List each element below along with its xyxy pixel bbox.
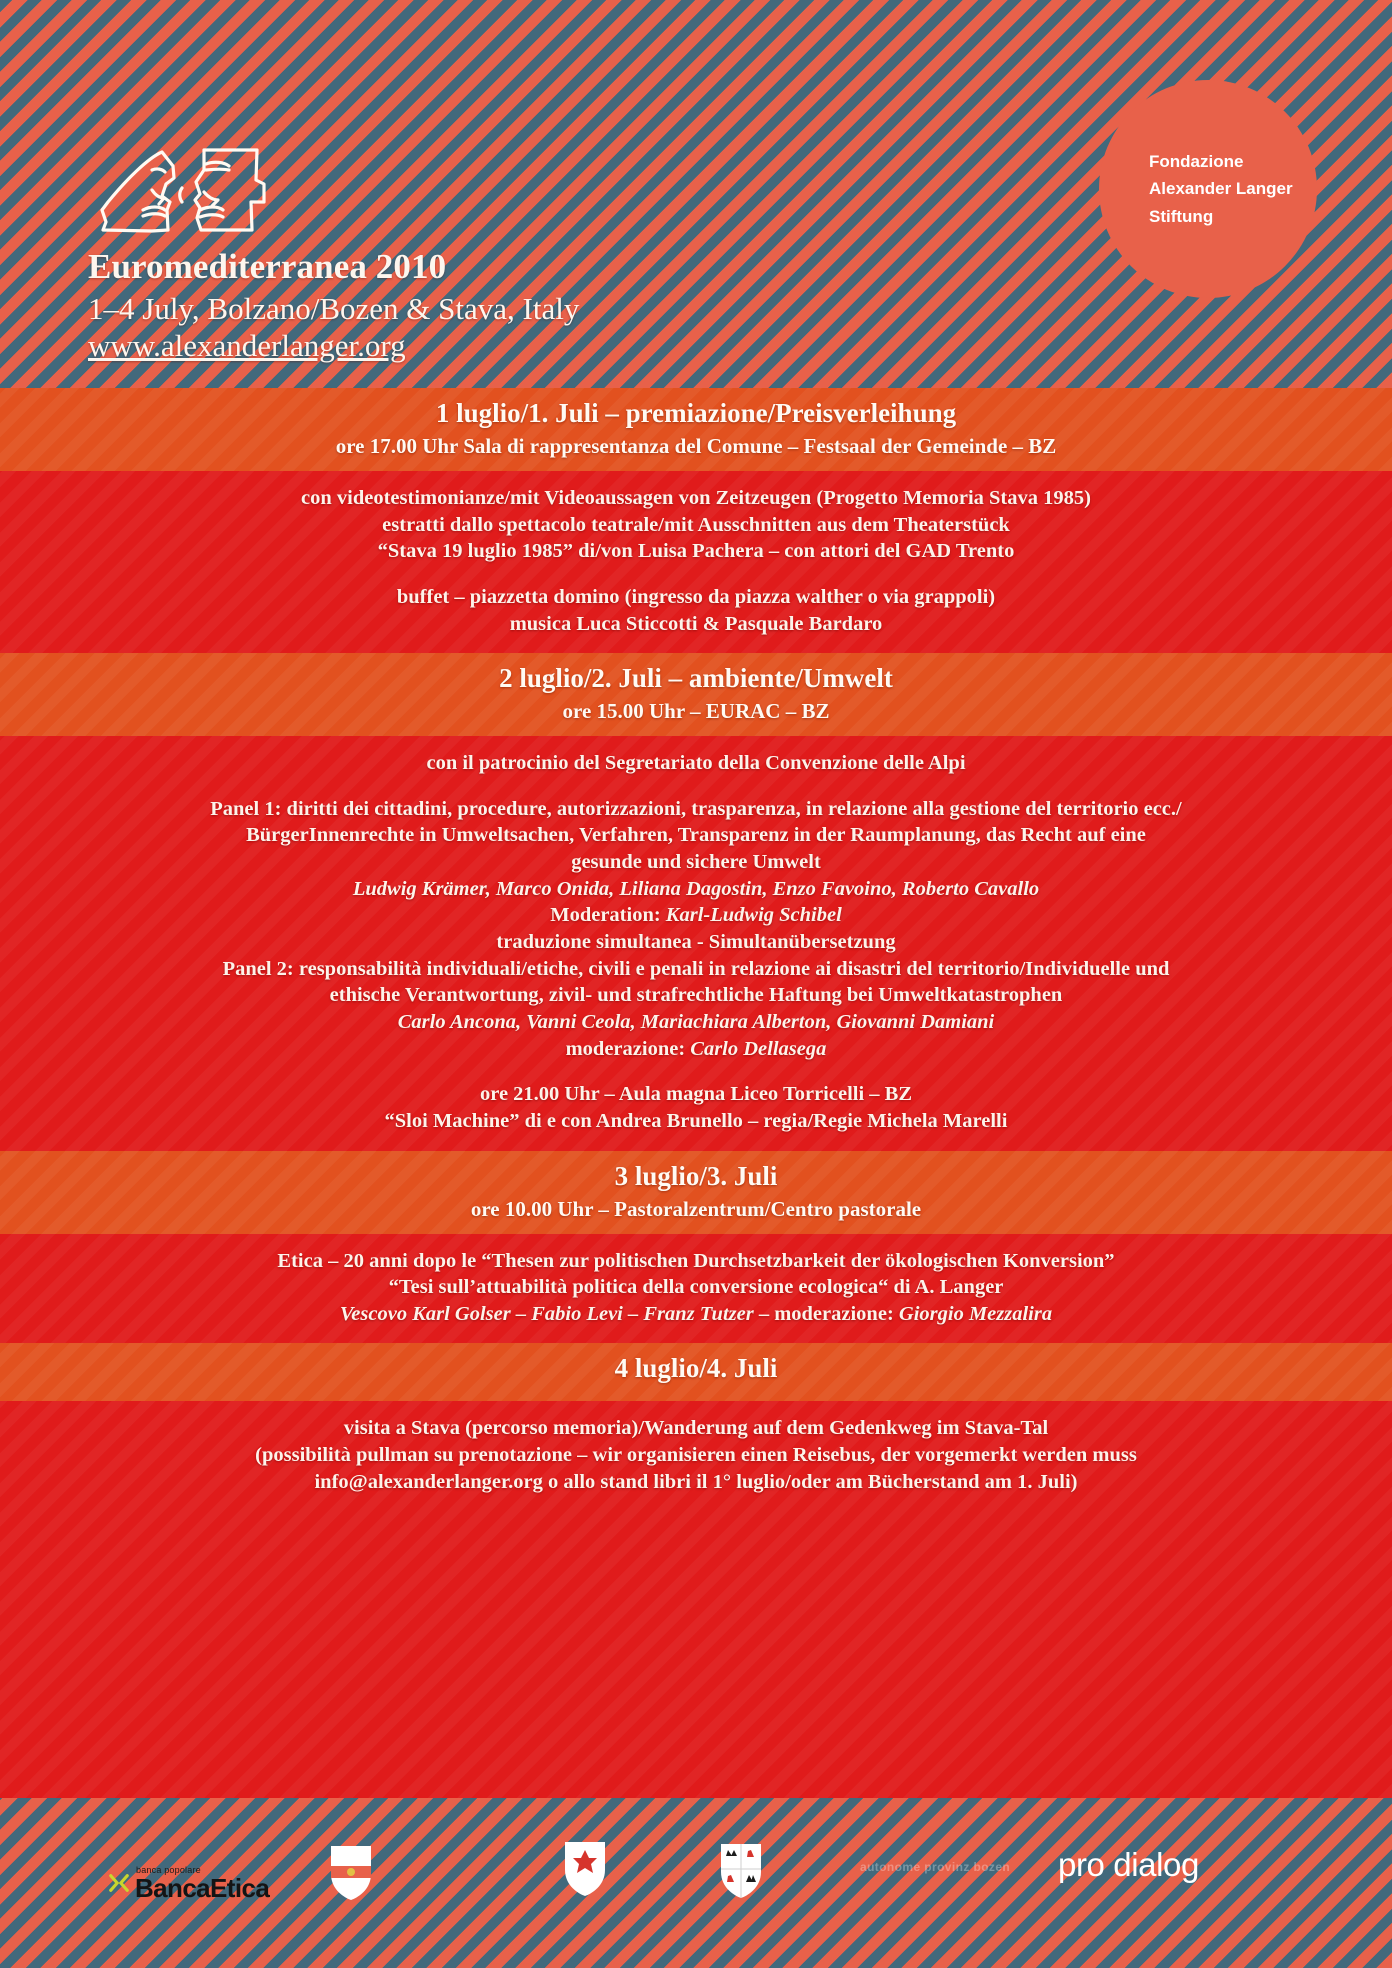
program-line: gesunde und sichere Umwelt [571,851,821,874]
moderator-name: Giorgio Mezzalira [898,1302,1053,1325]
speaker-names: Vescovo Karl Golser – Fabio Levi – Franz Tutzer [339,1302,754,1325]
program-line [28,1301,1364,1328]
spacer [28,777,1364,796]
sponsor-pro-dialog[interactable] [1058,1846,1199,1884]
page-title: Euromediterranea 2010 [88,247,447,286]
foundation-badge [1099,80,1317,298]
poster-header [0,0,1392,388]
day-when: ore 15.00 Uhr – EURAC – BZ [562,699,830,724]
program-line: visita a Stava (percorso memoria)/Wanderung auf dem Gedenkweg im Stava-Tal [343,1417,1049,1440]
program-line: info@alexanderlanger.org o allo stand libri il 1° luglio/oder am Bücherstand am 1. Juli) [314,1470,1078,1493]
foundation-line-1: Fondazione [1149,152,1244,172]
day-section-day-3 [0,1151,1392,1344]
day-header-day-2 [0,653,1392,736]
event-subtitle: 1–4 July, Bolzano/Bozen & Stava, Italy [88,290,580,326]
website-link[interactable]: www.alexanderlanger.org [88,327,406,363]
program-line [28,902,1364,929]
foundation-line-2: Alexander Langer [1149,179,1293,199]
program-line: “Sloi Machine” di e con Andrea Brunello – regia/Regie Michela Marelli [384,1109,1008,1132]
shield-coat-of-arms-icon-1 [328,1844,374,1902]
program-line: “Stava 19 luglio 1985” di/von Luisa Pachera – con attori del GAD Trento [377,540,1015,563]
banca-etica-wordmark: BancaEtica [135,1872,270,1903]
faint-logo-text: autonome provinz bozen [860,1860,1011,1874]
program-line: estratti dallo spettacolo teatrale/mit Ausschnitten aus dem Theaterstück [382,513,1010,536]
day-body-day-3 [0,1234,1392,1344]
day-title: 4 luglio/4. Juli [614,1353,778,1384]
program-line: (possibilità pullman su prenotazione – wir organisieren einen Reisebus, der vorgemerkt werden muss [255,1444,1137,1467]
banca-etica-tagline: banca popolare [136,1864,201,1875]
day-header-day-4 [0,1343,1392,1401]
x-mark-icon [108,1872,130,1894]
day-section-day-2 [0,653,1392,1150]
spacer [28,1062,1364,1081]
day-when: ore 17.00 Uhr Sala di rappresentanza del Comune – Festsaal der Gemeinde – BZ [335,434,1057,458]
program-line: BürgerInnenrechte in Umweltsachen, Verfahren, Transparenz in der Raumplanung, das Recht auf eine [246,824,1146,847]
program-line: Carlo Ancona, Vanni Ceola, Mariachiara Alberton, Giovanni Damiani [397,1010,995,1033]
moderation-label: moderazione: [565,1037,691,1060]
day-header-day-1 [0,388,1392,471]
program-line: “Tesi sull’attuabilità politica della conversione ecologica“ di A. Langer [388,1276,1004,1299]
day-title: 3 luglio/3. Juli [614,1160,778,1191]
day-header-day-3 [0,1151,1392,1234]
program-line: con videotestimonianze/mit Videoaussagen von Zeitzeugen (Progetto Memoria Stava 1985) [301,487,1091,509]
moderation-colon: : [886,1302,899,1325]
moderator-name: Karl-Ludwig Schibel [665,904,842,927]
day-title: 1 luglio/1. Juli – premiazione/Preisverleihung [435,398,957,428]
title-block [88,248,579,364]
day-title: 2 luglio/2. Juli – ambiente/Umwelt [499,663,893,694]
shield-coat-of-arms-icon-2 [562,1840,608,1898]
day-when: ore 10.00 Uhr – Pastoralzentrum/Centro pastorale [470,1196,922,1221]
program-line: ore 21.00 Uhr – Aula magna Liceo Torricelli – BZ [479,1083,913,1106]
sponsor-footer [0,1798,1392,1968]
sponsor-banca-etica[interactable] [108,1866,269,1901]
program-line: Ludwig Krämer, Marco Onida, Liliana Dagostin, Enzo Favoino, Roberto Cavallo [352,877,1040,900]
moderation-label: Moderation: [550,904,666,927]
day-body-day-4 [0,1401,1392,1511]
moderation-label: – moderazione [753,1302,887,1325]
shield-coat-of-arms-icon-3 [718,1842,764,1900]
program-line: Etica – 20 anni dopo le “Thesen zur politischen Durchsetzbarkeit der ökologischen Konversion” [277,1249,1115,1272]
day-section-day-1 [0,388,1392,653]
two-faces-profile-icon [96,140,326,245]
program-line: musica Luca Sticcotti & Pasquale Bardaro [509,612,883,635]
program-line: buffet – piazzetta domino (ingresso da piazza walther o via grappoli) [396,585,996,608]
program-line: con il patrocinio del Segretariato della Convenzione delle Alpi [426,752,966,775]
day-body-day-1 [0,471,1392,653]
program-line: traduzione simultanea - Simultanübersetzung [496,931,896,954]
day-section-day-4 [0,1343,1392,1511]
program-line: Panel 1: diritti dei cittadini, procedure, autorizzazioni, trasparenza, in relazione alla gestione del territorio ecc./ [210,797,1182,820]
program-line: ethische Verantwortung, zivil- und strafrechtliche Haftung bei Umweltkatastrophen [329,984,1063,1007]
program-line [28,1036,1364,1063]
spacer [28,565,1364,584]
sponsor-faint-logo [860,1860,1010,1874]
program-line: Panel 2: responsabilità individuali/etiche, civili e penali in relazione ai disastri del territorio/Individuelle und [222,957,1170,980]
day-body-day-2 [0,736,1392,1150]
pro-dialog-wordmark: pro dialog [1058,1846,1199,1883]
foundation-line-3: Stiftung [1149,206,1214,226]
program-list [0,388,1392,1798]
moderator-name: Carlo Dellasega [690,1037,827,1060]
